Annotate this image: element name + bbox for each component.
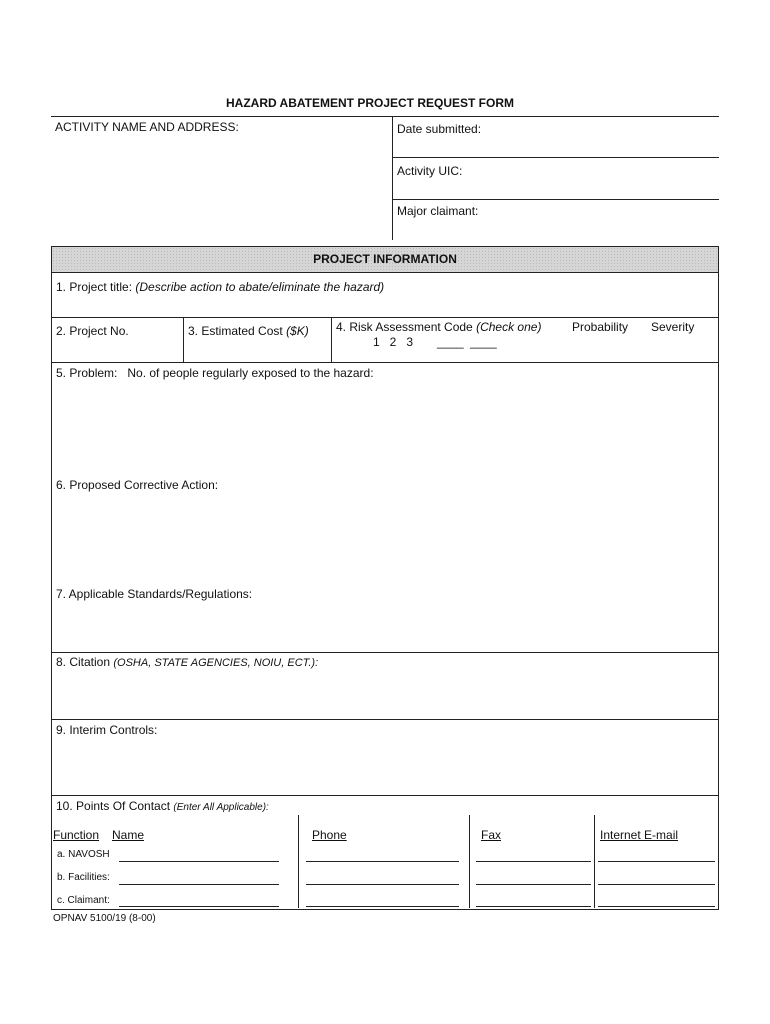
contact-divider-2 <box>469 815 470 908</box>
rule-after-code <box>52 362 718 363</box>
date-submitted-field[interactable] <box>394 138 718 156</box>
claimant-phone-field[interactable] <box>306 906 459 907</box>
section-header-label: PROJECT INFORMATION <box>313 252 457 266</box>
activity-uic-label: Activity UIC: <box>397 164 463 178</box>
points-of-contact-label: 10. Points Of Contact (Enter All Applicable): <box>56 799 269 813</box>
navosh-email-field[interactable] <box>598 861 715 862</box>
facilities-fax-field[interactable] <box>476 884 591 885</box>
rule-after-citation <box>52 719 718 720</box>
probability-blank[interactable]: ____ <box>437 335 464 349</box>
estimated-cost-field[interactable] <box>185 340 329 360</box>
rule-after-interim <box>52 795 718 796</box>
interim-controls-field[interactable] <box>53 741 717 793</box>
risk-assessment-label: 4. Risk Assessment Code (Check one) <box>336 320 542 334</box>
standards-field[interactable] <box>53 605 717 651</box>
project-no-label: 2. Project No. <box>56 324 129 338</box>
date-submitted-label: Date submitted: <box>397 122 482 136</box>
rule-after-standards <box>52 652 718 653</box>
corrective-action-field[interactable] <box>53 496 717 582</box>
contact-divider-3 <box>594 815 595 908</box>
top-rule <box>51 116 719 117</box>
major-claimant-label: Major claimant: <box>397 204 479 218</box>
risk-code-options[interactable]: 1 2 3 <box>373 335 414 349</box>
activity-uic-field[interactable] <box>394 180 718 198</box>
navosh-name-field[interactable] <box>119 861 279 862</box>
claimant-email-field[interactable] <box>598 906 715 907</box>
project-title-label: 1. Project title: (Describe action to abate/eliminate the hazard) <box>56 280 385 294</box>
problem-field[interactable] <box>53 384 717 474</box>
form-code: OPNAV 5100/19 (8-00) <box>53 913 156 924</box>
col-email: Internet E-mail <box>600 828 679 842</box>
col-function: Function <box>53 828 100 842</box>
claimant-fax-field[interactable] <box>476 906 591 907</box>
major-claimant-field[interactable] <box>394 220 718 238</box>
severity-label: Severity <box>651 320 695 334</box>
claimant-name-field[interactable] <box>119 906 279 907</box>
divider-3-4 <box>331 317 332 362</box>
citation-label: 8. Citation (OSHA, STATE AGENCIES, NOIU, ECT.): <box>56 655 319 669</box>
form-title: HAZARD ABATEMENT PROJECT REQUEST FORM <box>226 96 514 110</box>
problem-label: 5. Problem: No. of people regularly exposed to the hazard: <box>56 366 374 380</box>
probability-label: Probability <box>572 320 629 334</box>
col-fax: Fax <box>481 828 502 842</box>
project-no-field[interactable] <box>53 340 181 360</box>
navosh-phone-field[interactable] <box>306 861 459 862</box>
estimated-cost-label: 3. Estimated Cost ($K) <box>188 324 309 338</box>
facilities-email-field[interactable] <box>598 884 715 885</box>
navosh-fax-field[interactable] <box>476 861 591 862</box>
date-rule <box>393 157 719 158</box>
interim-controls-label: 9. Interim Controls: <box>56 723 158 737</box>
top-divider <box>392 116 393 240</box>
severity-blank[interactable]: ____ <box>470 335 497 349</box>
row-facilities-label: b. Facilities: <box>57 872 110 883</box>
col-name: Name <box>112 828 145 842</box>
activity-name-label: ACTIVITY NAME AND ADDRESS: <box>55 120 239 134</box>
col-phone: Phone <box>312 828 347 842</box>
activity-name-field[interactable] <box>52 136 390 238</box>
corrective-action-label: 6. Proposed Corrective Action: <box>56 478 219 492</box>
uic-rule <box>393 199 719 200</box>
citation-field[interactable] <box>53 673 717 717</box>
facilities-name-field[interactable] <box>119 884 279 885</box>
divider-2-3 <box>183 317 184 362</box>
facilities-phone-field[interactable] <box>306 884 459 885</box>
row-claimant-label: c. Claimant: <box>57 895 110 906</box>
row-navosh-label: a. NAVOSH <box>57 849 110 860</box>
project-title-field[interactable] <box>53 296 717 316</box>
rule-after-title <box>52 317 718 318</box>
contact-divider-1 <box>298 815 299 908</box>
standards-label: 7. Applicable Standards/Regulations: <box>56 587 253 601</box>
